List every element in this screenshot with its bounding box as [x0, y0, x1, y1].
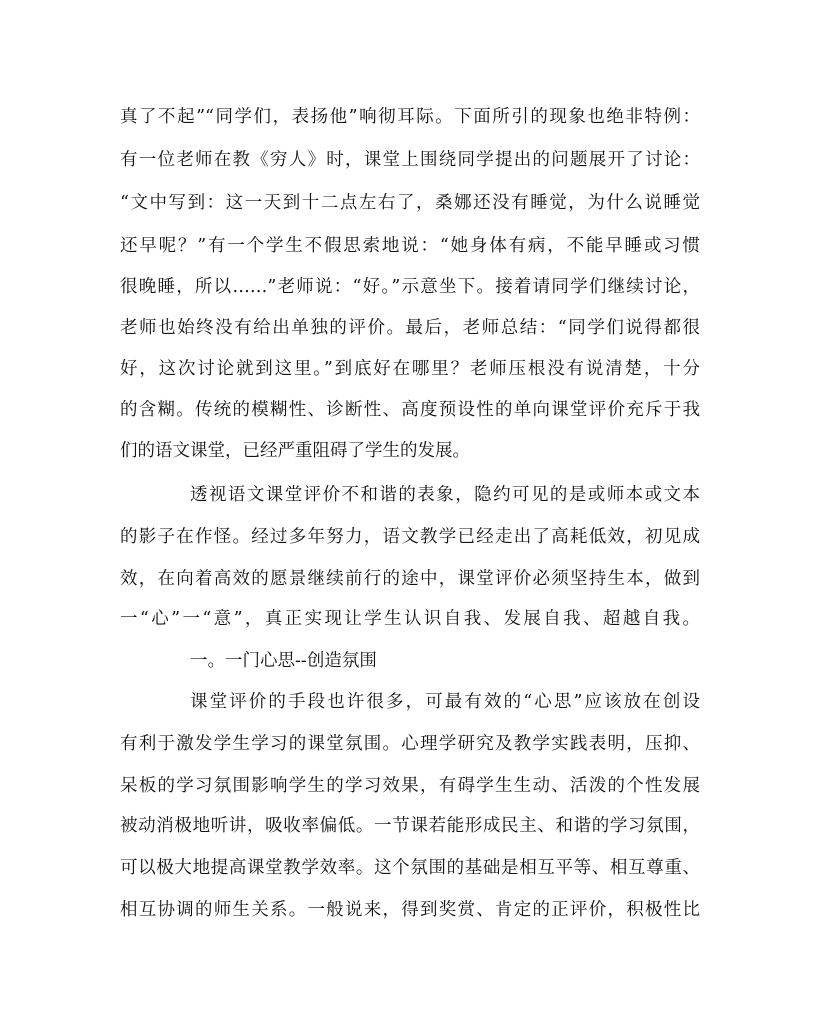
paragraph-line: 真了不起”“同学们，表扬他”响彻耳际。下面所引的现象也绝非特例：	[120, 107, 700, 127]
paragraph-line: 们的语文课堂，已经严重阻碍了学生的发展。	[120, 441, 470, 461]
paragraph-line: 一“心”一“意”，真正实现让学生认识自我、发展自我、超越自我。	[120, 609, 700, 629]
paragraph-line: 老师也始终没有给出单独的评价。最后，老师总结：“同学们说得都很	[120, 318, 700, 338]
paragraph-line: 还早呢？”有一个学生不假思索地说：“她身体有病，不能早睡或习惯	[120, 236, 700, 256]
paragraph-line: 相互协调的师生关系。一般说来，得到奖赏、肯定的正评价，积极性比	[120, 900, 700, 920]
paragraph-line: 被动消极地听讲，吸收率偏低。一节课若能形成民主、和谐的学习氛围，	[120, 816, 700, 836]
paragraph-line: 效，在向着高效的愿景继续前行的途中，课堂评价必须坚持生本，做到	[120, 569, 700, 589]
paragraph-line: 的影子在作怪。经过多年努力，语文教学已经走出了高耗低效，初见成	[120, 527, 700, 547]
section-heading: 一。一门心思--创造氛围	[190, 651, 377, 671]
paragraph-line: 有利于激发学生学习的课堂氛围。心理学研究及教学实践表明，压抑、	[120, 734, 700, 754]
paragraph-line: 呆板的学习氛围影响学生的学习效果，有碍学生生动、活泼的个性发展	[120, 776, 700, 796]
paragraph-line: 可以极大地提高课堂教学效率。这个氛围的基础是相互平等、相互尊重、	[120, 858, 700, 878]
paragraph-line: 好，这次讨论就到这里。”到底好在哪里？老师压根没有说清楚，十分	[120, 359, 700, 379]
paragraph-line: 有一位老师在教《穷人》时，课堂上围绕同学提出的问题展开了讨论：	[120, 150, 700, 170]
paragraph-line: 透视语文课堂评价不和谐的表象，隐约可见的是或师本或文本	[190, 485, 700, 505]
paragraph-line: 课堂评价的手段也许很多，可最有效的“心思”应该放在创设	[190, 692, 700, 712]
paragraph-line: 的含糊。传统的模糊性、诊断性、高度预设性的单向课堂评价充斥于我	[120, 400, 700, 420]
paragraph-line: 很晚睡，所以……”老师说：“好。”示意坐下。接着请同学们继续讨论，	[120, 277, 700, 297]
paragraph-line: “文中写到：这一天到十二点左右了，桑娜还没有睡觉，为什么说睡觉	[120, 193, 700, 213]
